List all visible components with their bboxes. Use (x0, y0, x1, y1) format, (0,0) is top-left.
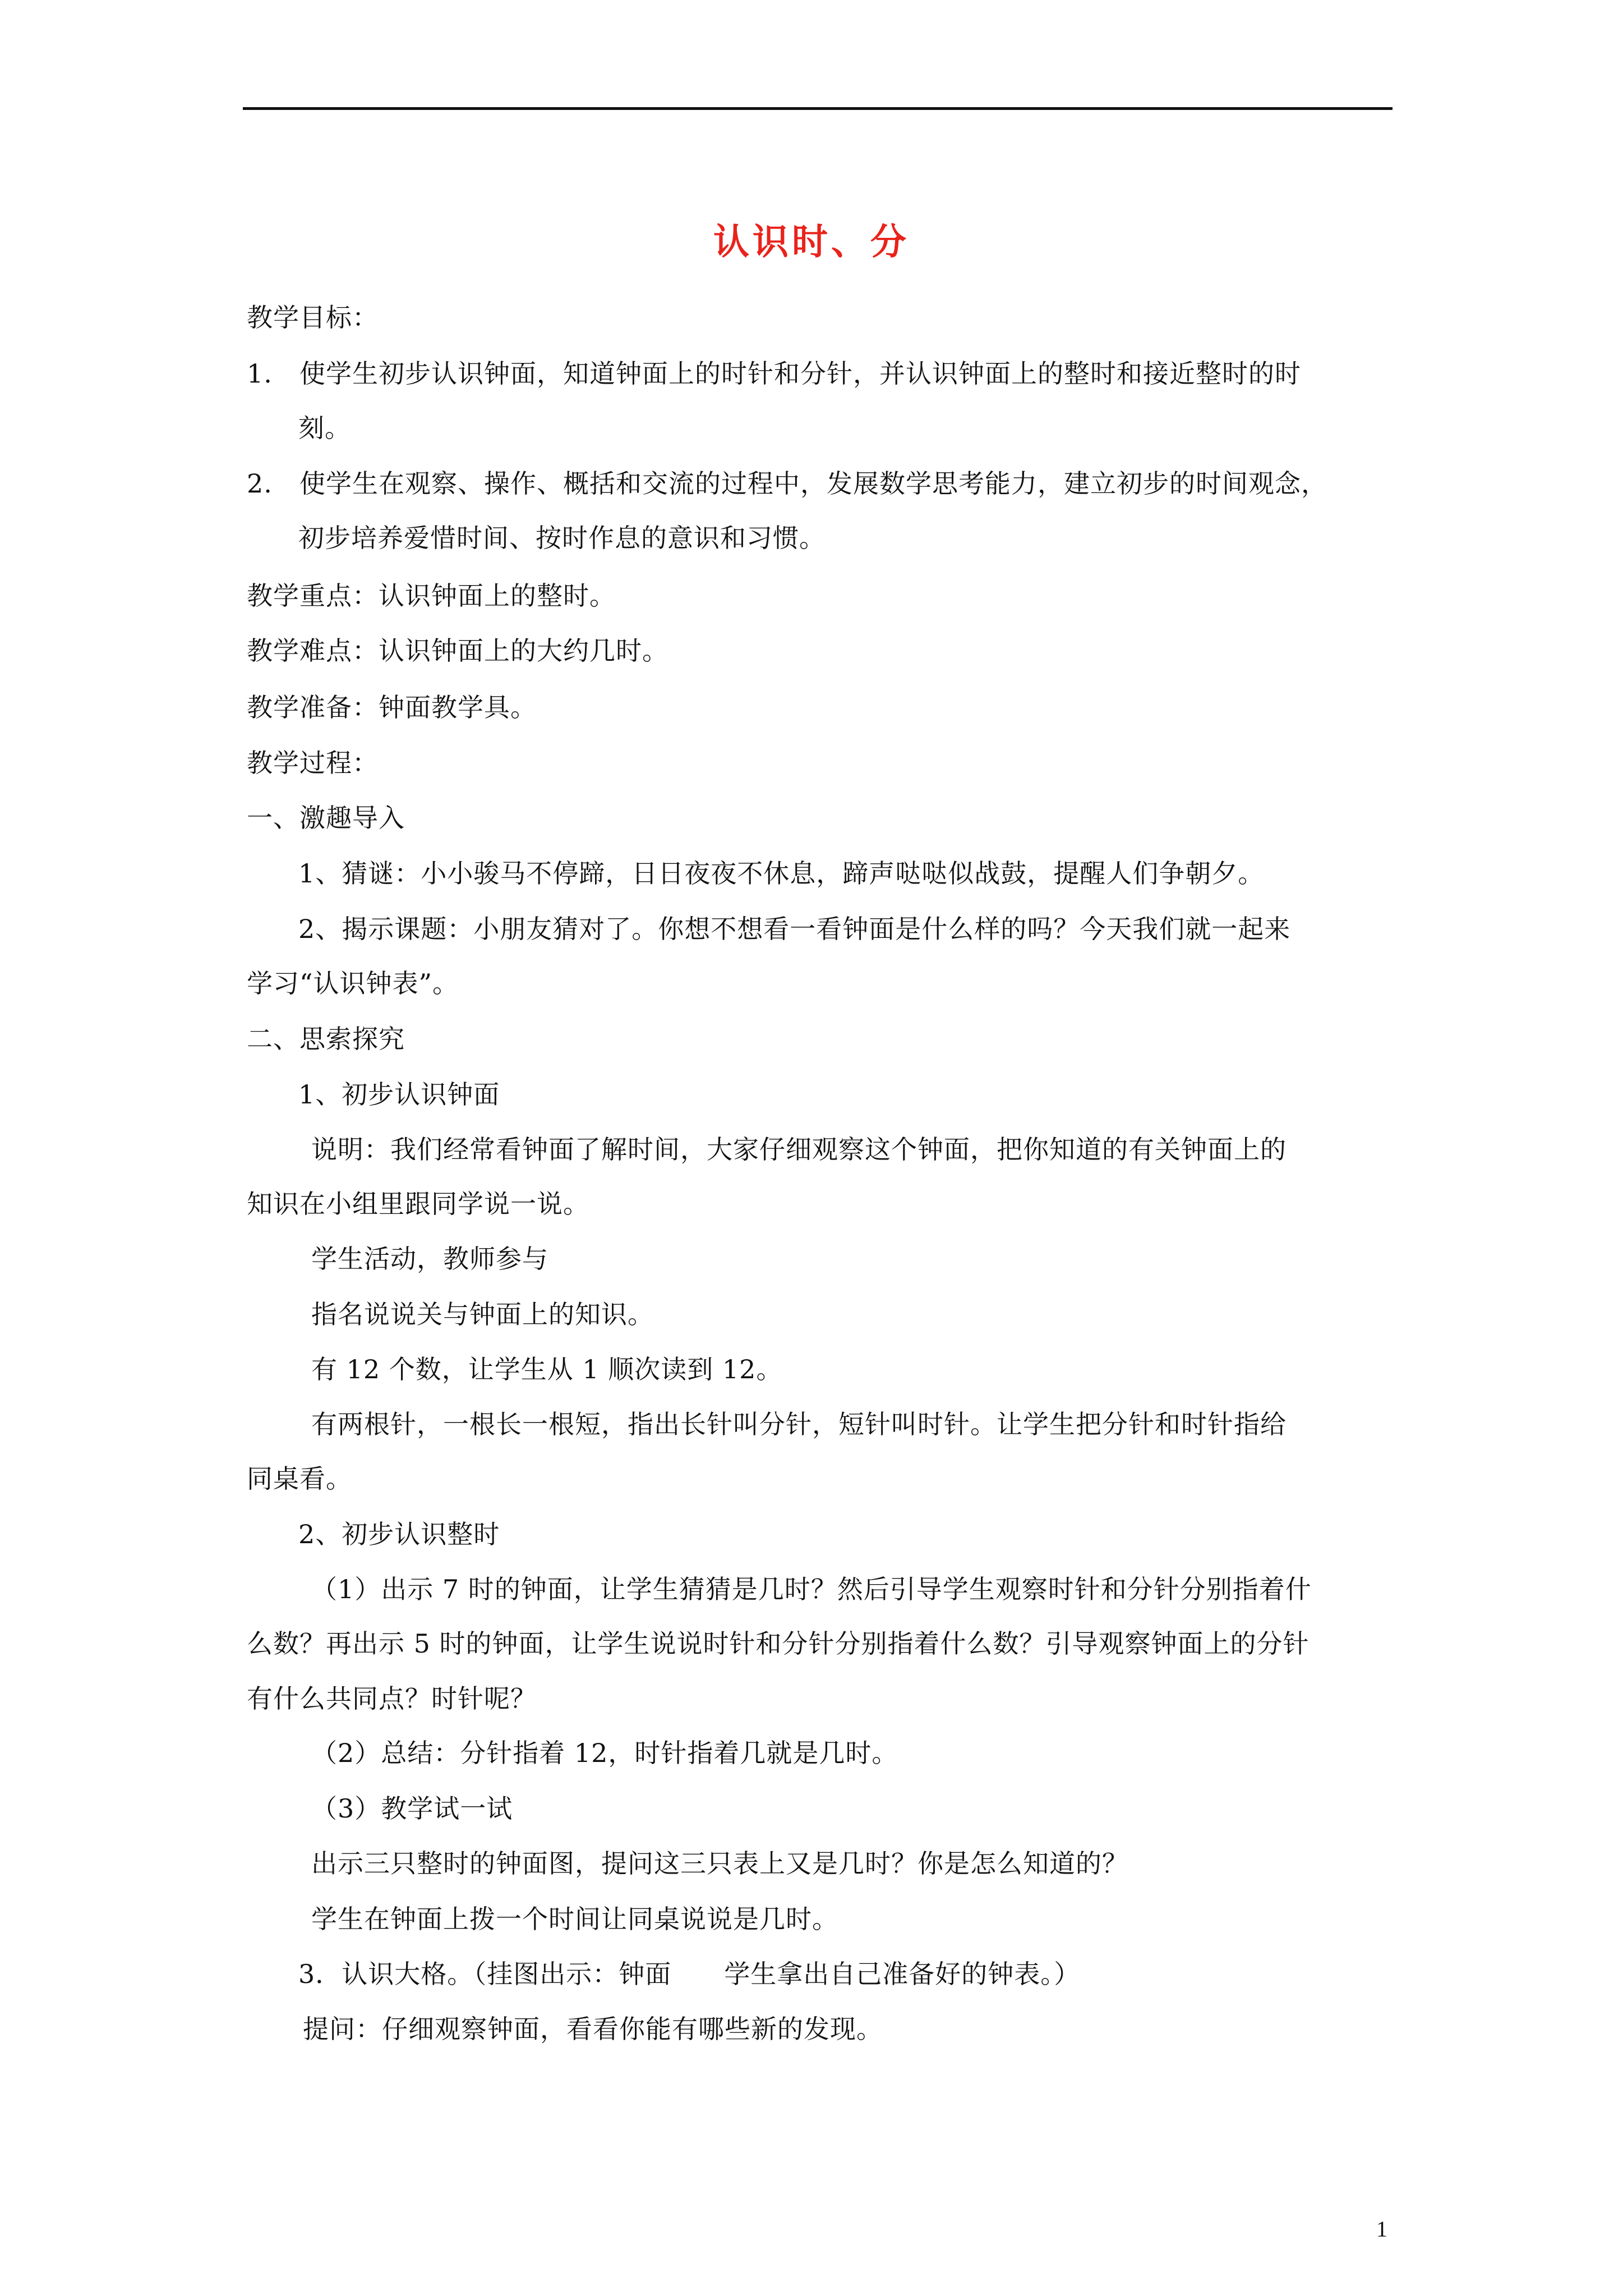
section-heading-2: 二、思索探究 (247, 1024, 405, 1054)
subheading-whole-hours: 2、初步认识整时 (298, 1519, 500, 1549)
paragraph-question: 提问：仔细观察钟面，看看你能有哪些新的发现。 (303, 2014, 883, 2044)
paragraph-explanation-continuation: 知识在小组里跟同学说一说。 (247, 1189, 589, 1219)
paragraph-name-students: 指名说说关与钟面上的知识。 (311, 1299, 654, 1329)
paragraph-step-1-end: 有什么共同点？时针呢？ (247, 1683, 537, 1714)
paragraph-step-2: （2）总结：分针指着 12，时针指着几就是几时。 (311, 1738, 898, 1768)
section-heading-1: 一、激趣导入 (247, 803, 405, 833)
paragraph-step-3: （3）教学试一试 (311, 1793, 513, 1824)
paragraph-riddle: 1、猜谜：小小骏马不停蹄，日日夜夜不休息，蹄声哒哒似战鼓，提醒人们争朝夕。 (298, 858, 1265, 889)
paragraph-show-clocks: 出示三只整时的钟面图，提问这三只表上又是几时？你是怎么知道的？ (311, 1848, 1128, 1879)
list-number: 2. (247, 468, 273, 499)
list-item-text: 使学生初步认识钟面，知道钟面上的时针和分针，并认识钟面上的整时和接近整时的时 (299, 358, 1301, 389)
preparation: 教学准备：钟面教学具。 (247, 692, 537, 723)
paragraph-set-time: 学生在钟面上拨一个时间让同桌说说是几时。 (311, 1904, 838, 1934)
difficult-point: 教学难点：认识钟面上的大约几时。 (247, 636, 668, 666)
list-item-1 (247, 357, 1301, 390)
paragraph-hands-continuation: 同桌看。 (247, 1464, 352, 1494)
paragraph-step-1: （1）出示 7 时的钟面，让学生猜猜是几时？然后引导学生观察时针和分针分别指着什 (311, 1574, 1312, 1604)
subheading-big-divisions: 3．认识大格。（挂图出示：钟面 学生拿出自己准备好的钟表。） (298, 1959, 1081, 1989)
page-number: 1 (1376, 2216, 1387, 2242)
paragraph-topic-continuation: 学习“认识钟表”。 (247, 968, 459, 999)
document-title: 认识时、分 (713, 221, 910, 263)
key-point: 教学重点：认识钟面上的整时。 (247, 581, 616, 611)
subheading-clock-face: 1、初步认识钟面 (298, 1079, 500, 1110)
header-rule (243, 107, 1393, 110)
paragraph-step-1-continuation: 么数？再出示 5 时的钟面，让学生说说时针和分针分别指着什么数？引导观察钟面上的分针 (247, 1628, 1310, 1659)
paragraph-hands: 有两根针，一根长一根短，指出长针叫分针，短针叫时针。让学生把分针和时针指给 (311, 1409, 1287, 1439)
paragraph-activity: 学生活动，教师参与 (311, 1244, 548, 1274)
list-item-1-continuation: 刻。 (298, 413, 351, 443)
list-number: 1. (247, 358, 273, 389)
section-label-process: 教学过程： (247, 748, 379, 778)
paragraph-topic: 2、揭示课题：小朋友猜对了。你想不想看一看钟面是什么样的吗？今天我们就一起来 (298, 914, 1291, 944)
section-label-objectives: 教学目标： (247, 302, 379, 333)
list-item-text: 使学生在观察、操作、概括和交流的过程中，发展数学思考能力，建立初步的时间观念， (299, 468, 1327, 499)
list-item-2 (247, 467, 1327, 500)
paragraph-numbers: 有 12 个数，让学生从 1 顺次读到 12。 (311, 1354, 783, 1384)
paragraph-explanation: 说明：我们经常看钟面了解时间，大家仔细观察这个钟面，把你知道的有关钟面上的 (311, 1134, 1287, 1165)
list-item-2-continuation: 初步培养爱惜时间、按时作息的意识和习惯。 (298, 523, 826, 553)
